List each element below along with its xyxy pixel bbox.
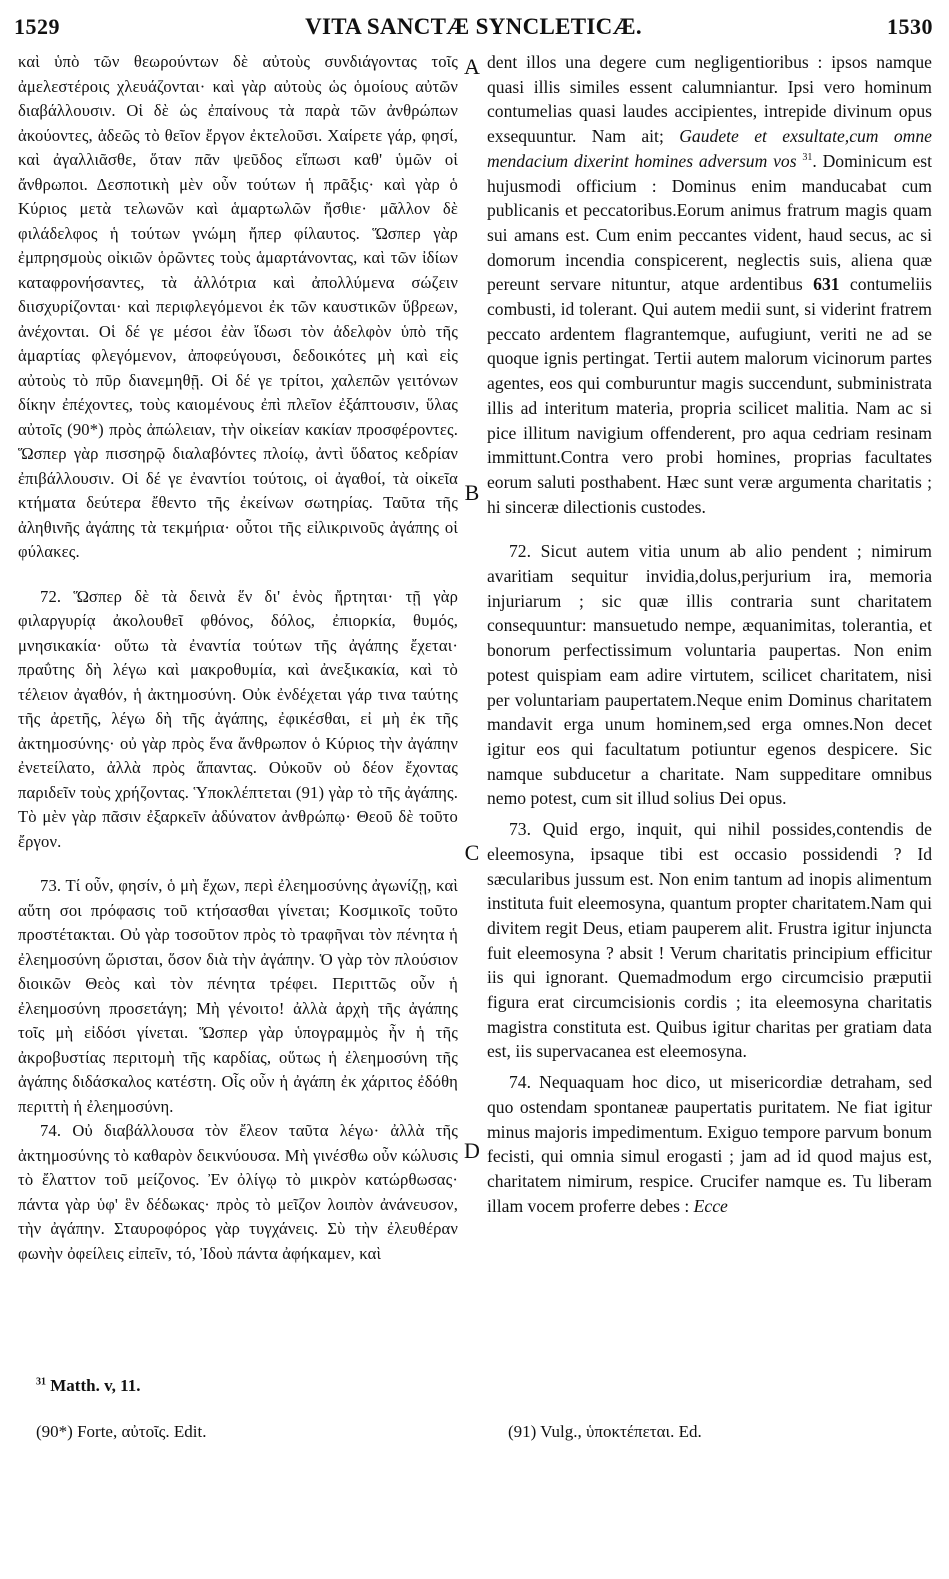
latin-paragraph-opening (487, 50, 932, 519)
greek-paragraph-72: 72. Ὥσπερ δὲ τὰ δεινὰ ἕν δι' ἑνὸς ἤρτηται· τῇ γὰρ φιλαργυρίᾳ ἀκολουθεῖ φθόνος, δόλος, ἐπιορκία, θυμός, μνησικακία· οὕτω τὰ ἐναντία τούτων τῆς ἀγάπης ἔχεται· πραΰτης δὴ λέγω καὶ μακροθυμία, καὶ ἀνεξικακία, καὶ τὸ τέλειον ἀγαθόν, ἡ ἀκτημοσύνη. Οὐκ ἐνδέχεται γάρ τινα ταύτης τῆς ἀρετῆς, λέγω δὴ τῆς ἀγάπης, ἐφικέσθαι, εἰ μὴ ἐκ τῆς ἀκτημοσύνης· οὐ γὰρ πρὸς ἕνα ἄνθρωπον ὁ Κύριος τὴν ἀγάπην ἐνετείλατο, ἀλλὰ πρὸς ἅπαντας. Οὐκοῦν οὐ δέον ἔχοντας παριδεῖν τοὺς χρήζοντας. Ὑποκλέπτεται (91) γὰρ τὸ τῆς ἀγάπης. Τὸ μὲν γὰρ πᾶσιν ἐξαρκεῖν ἀδύνατον ἀνθρώπῳ· Θεοῦ δὲ τοῦτο ἔργον. (18, 586, 458, 851)
right-page-number: 1530 (887, 14, 933, 39)
left-page-number: 1529 (14, 14, 60, 39)
margin-marker-d: D (464, 1138, 480, 1163)
latin-text-part-3: contumeliis combusti, id tolerant. Qui autem medii sunt, si viderint fratrem peccato ardentem flagrantemque, aufugiunt, veriti ne ad se quoque ignis pertingat. Tertii autem malorum vicinorum partes agentes, eos qui comburuntur magis succendunt, subministrata illis ad interitum materia, propria scilicet malitia. Nam ac si pice illitum navigium offenderent, pro aqua cedriam resinam immittunt.Contra vero probi homines, proprias facultates eorum saluti posthabent. Hæc sunt veræ argumenta charitatis ; hi sinceræ dilectionis custodes. (487, 274, 933, 517)
footnote-91: (91) Vulg., ὑποκτέπεται. Ed. (508, 1422, 702, 1441)
greek-column (18, 50, 458, 1266)
latin-paragraph-73: 73. Quid ergo, inquit, qui nihil possides,contendis de eleemosyna, ipsaque tibi est occasio possidendi ? Id sæcularibus jussum est. Non enim tantum ad inopis alimentum instituta fuit eleemosyna, quantum propter charitatem.Nam qui divitem regit Deus, etiam pauperem alit. Frustra igitur injuncta fuit eleemosyna ? absit ! Verum charitatis principium efficitur iis qui ignorant. Quemadmodum ergo circumcisio præputii figura erat circumcisionis cordis ; ita eleemosyna charitatis magistra constituta est. Quibus igitur charitas per gratiam data est, iis supervacanea est eleemosyna. (487, 819, 932, 1062)
footnote-ref-31: 31 (802, 151, 813, 163)
footnote-31 (36, 1376, 140, 1396)
footnote-31-number: 31 (36, 1376, 46, 1388)
latin-paragraph-74 (487, 1070, 932, 1218)
greek-paragraph-73: 73. Τί οὖν, φησίν, ὁ μὴ ἔχων, περὶ ἐλεημοσύνης ἀγωνίζῃ, καὶ αὕτη σοι πρόφασις τοῦ κτήσασθαι γίνεται; Κοσμικοῖς τοῦτο προστέτακται. Οὐ γὰρ τοσοῦτον πρὸς τὸ τραφῆναι τὸν πένητα ἡ ἐλεημοσύνη ὥρισται, ὅσον διὰ τὴν ἀγάπην. Ὁ γὰρ τὸν πλούσιον διοικῶν Θεὸς καὶ τὸν πένητα τρέφει. Περιττῶς οὖν ἡ ἐλεημοσύνη προσετάγη; Μὴ γένοιτο! ἀλλὰ ἀρχὴ τῆς ἀγάπης τοῖς μὴ εἰδόσι γίνεται. Ὥσπερ γὰρ ὑπογραμμὸς ἦν ἡ τῆς ἀκροβυστίας περιτομὴ τῆς καρδίας, οὕτως ἡ ἐλεημοσύνη τῆς ἀγάπης διδάσκαλος κατέστη. Οἷς οὖν ἡ ἀγάπη ἐκ χάριτος ἐδόθη περιττὴ ἡ ἐλεημοσύνη. (18, 876, 458, 1116)
margin-marker-a: A (464, 54, 480, 79)
running-header (14, 14, 933, 42)
column-number: 631 (813, 274, 840, 295)
running-title: VITA SANCTÆ SYNCLETICÆ. (305, 14, 642, 39)
footnote-90: (90*) Forte, αὐτοῖς. Edit. (36, 1422, 207, 1441)
margin-marker-c: C (464, 840, 480, 865)
latin-column (487, 50, 932, 1218)
latin-74-italic: Ecce (693, 1195, 728, 1216)
greek-paragraph-74: 74. Οὐ διαβάλλουσα τὸν ἔλεον ταῦτα λέγω· ἀλλὰ τῆς ἀκτημοσύνης τὸ καθαρὸν δεικνύουσα. Μὴ γινέσθω οὖν κώλυσις τὸ ἔλαττον τοῦ μείζονος. Ἐν ὀλίγῳ τὸ μικρὸν κατώρθωσας· πάντα γὰρ ὑφ' ἓν δέδωκας· πρὸς τὸ μεῖζον λοιπὸν ἀνάνευσον, τὴν ἀγάπην. Σταυροφόρος γὰρ τυγχάνεις. Σὺ τὴν ἐλευθέραν φωνὴν ὀφείλεις εἰπεῖν, τό, Ἰδοὺ πάντα ἀφήκαμεν, καὶ (18, 1121, 458, 1263)
margin-marker-b: B (464, 480, 480, 505)
scripture-quote: Gaudete et exsultate,cum omne mendacium dixerint homines adversum vos (487, 126, 932, 171)
latin-text-part-2: . Dominicum est hujusmodi officium : Dominus enim manducabat cum publicanis et peccatoribus.Eorum animus fratrum magis quam sui amans est. Cum enim peccantes vident, haud secus, ac si domorum incendia conspicerent, neglectis suis, aliena quæ pereunt servare nituntur, atque ardentibus (487, 150, 933, 295)
latin-paragraph-72: 72. Sicut autem vitia unum ab alio pendent ; nimirum avaritiam sequitur invidia,dolus,perjurium ira, memoria injuriarum ; sic quæ illis contraria sunt charitatem consequuntur: mansuetudo nempe, æquanimitas, tolerantia, et bonorum perfectissimum voluntaria paupertas. Non enim potest quispiam eam adire virtutem, scilicet charitatem, nisi per voluntariam paupertatem.Neque enim Dominus charitatem mandavit erga unum hominem,sed erga omnes.Non decet igitur eos qui facultatum potiuntur egenos despicere. Sic namque subducetur a charitate. Nam suppeditare omnibus nemo potest, cum sit illud solius Dei opus. (487, 541, 932, 809)
footnote-31-text: Matth. v, 11. (50, 1376, 141, 1395)
greek-paragraph-opening: καὶ ὑπὸ τῶν θεωρούντων δὲ αὐτοὺς συνδιάγοντας τοῖς ἀμελεστέροις χλευάζονται· καὶ γὰρ αὐτοὺς ὡς ὁμοίους αὐτῶν διαβάλλουσιν. Οἱ δὲ ὡς ἐπαίνους τὰ παρὰ τῶν ἀνθρώπων ἀκούοντες, ἀδεῶς τὸ θεῖον ἔργον ἐκτελοῦσι. Χαίρετε γάρ, φησί, καὶ ἀγαλλιᾶσθε, ὅταν πᾶν ψεῦδος εἴπωσι καθ' ὑμῶν οἱ ἄνθρωποι. Δεσποτικὴ μὲν οὖν τούτων ἡ πρᾶξις· καὶ γὰρ ὁ Κύριος μετὰ τελωνῶν καὶ ἁμαρτωλῶν ἤσθιε· μᾶλλον δὲ φιλάδελφος ἡ τούτων γνώμη ἤπερ φίλαυτος. Ὥσπερ γὰρ ἐμπρησμοὺς οἰκιῶν ὁρῶντες τοὺς ἁμαρτάνοντας, καὶ τῶν ἰδίων καταφρονήσαντες, τὰ ἀλλότρια καὶ ἀπολλύμενα σώζειν διισχυρίζονται· καὶ περιφλεγόμενοι ἐκ τῶν καυστικῶν ὕβρεων, ἀνέχονται. Οἱ δέ γε μέσοι ἐὰν ἴδωσι τὸν ἀδελφὸν ὑπὸ τῆς ἁμαρτίας φλεγόμενον, ἀποφεύγουσι, δεδοικότες μὴ καὶ εἰς αὐτοὺς τὸ πῦρ διανεμηθῇ. Οἱ δέ γε τρίτοι, χαλεπῶν γειτόνων δίκην ἐπέχοντες, τοὺς καιομένους ἐπὶ πλεῖον ἐξάπτουσιν, ὕλας αὐτοῖς (90*) πρὸς ἀπώλειαν, τὴν οἰκείαν κακίαν προσφέροντες. Ὥσπερ γὰρ πισσηρῷ διαλαβόντες πλοίῳ, ἀντὶ ὕδατος κεδρίαν ἐπιβάλλουσιν. Οἱ δέ γε ἐναντίοι τούτοις, οἱ ἀγαθοί, τὰ οἰκεῖα κτήματα δεύτερα ἔθεντο τῆς ἐκείνων σωτηρίας. Ταῦτα τῆς ἀληθινῆς ἀγάπης τὰ τεκμήρια· οὗτοι τῆς εἰλικρινοῦς ἀγάπης οἱ φύλακες. (18, 52, 458, 561)
latin-text-part-1: dent illos una degere cum negligentioribus : ipsos namque quasi illis similes essent calumniantur. Ipsi vero hominum contumelias quasi laudes accipientes, intrepide divinum opus exsequuntur. Nam ait; (487, 52, 932, 147)
latin-74-text: 74. Nequaquam hoc dico, ut misericordiæ detraham, sed quo ostendam spontaneæ paupertatis puritatem. Ne fiat igitur minus majoris impedimentum. Exiguo tempore parvum bonum fecisti, qui omnia simul erogasti ; jam ad id quod majus est, charitatem nimirum, respice. Crucifer namque es. Tu liberam illam vocem proferre debes : (487, 1072, 932, 1216)
